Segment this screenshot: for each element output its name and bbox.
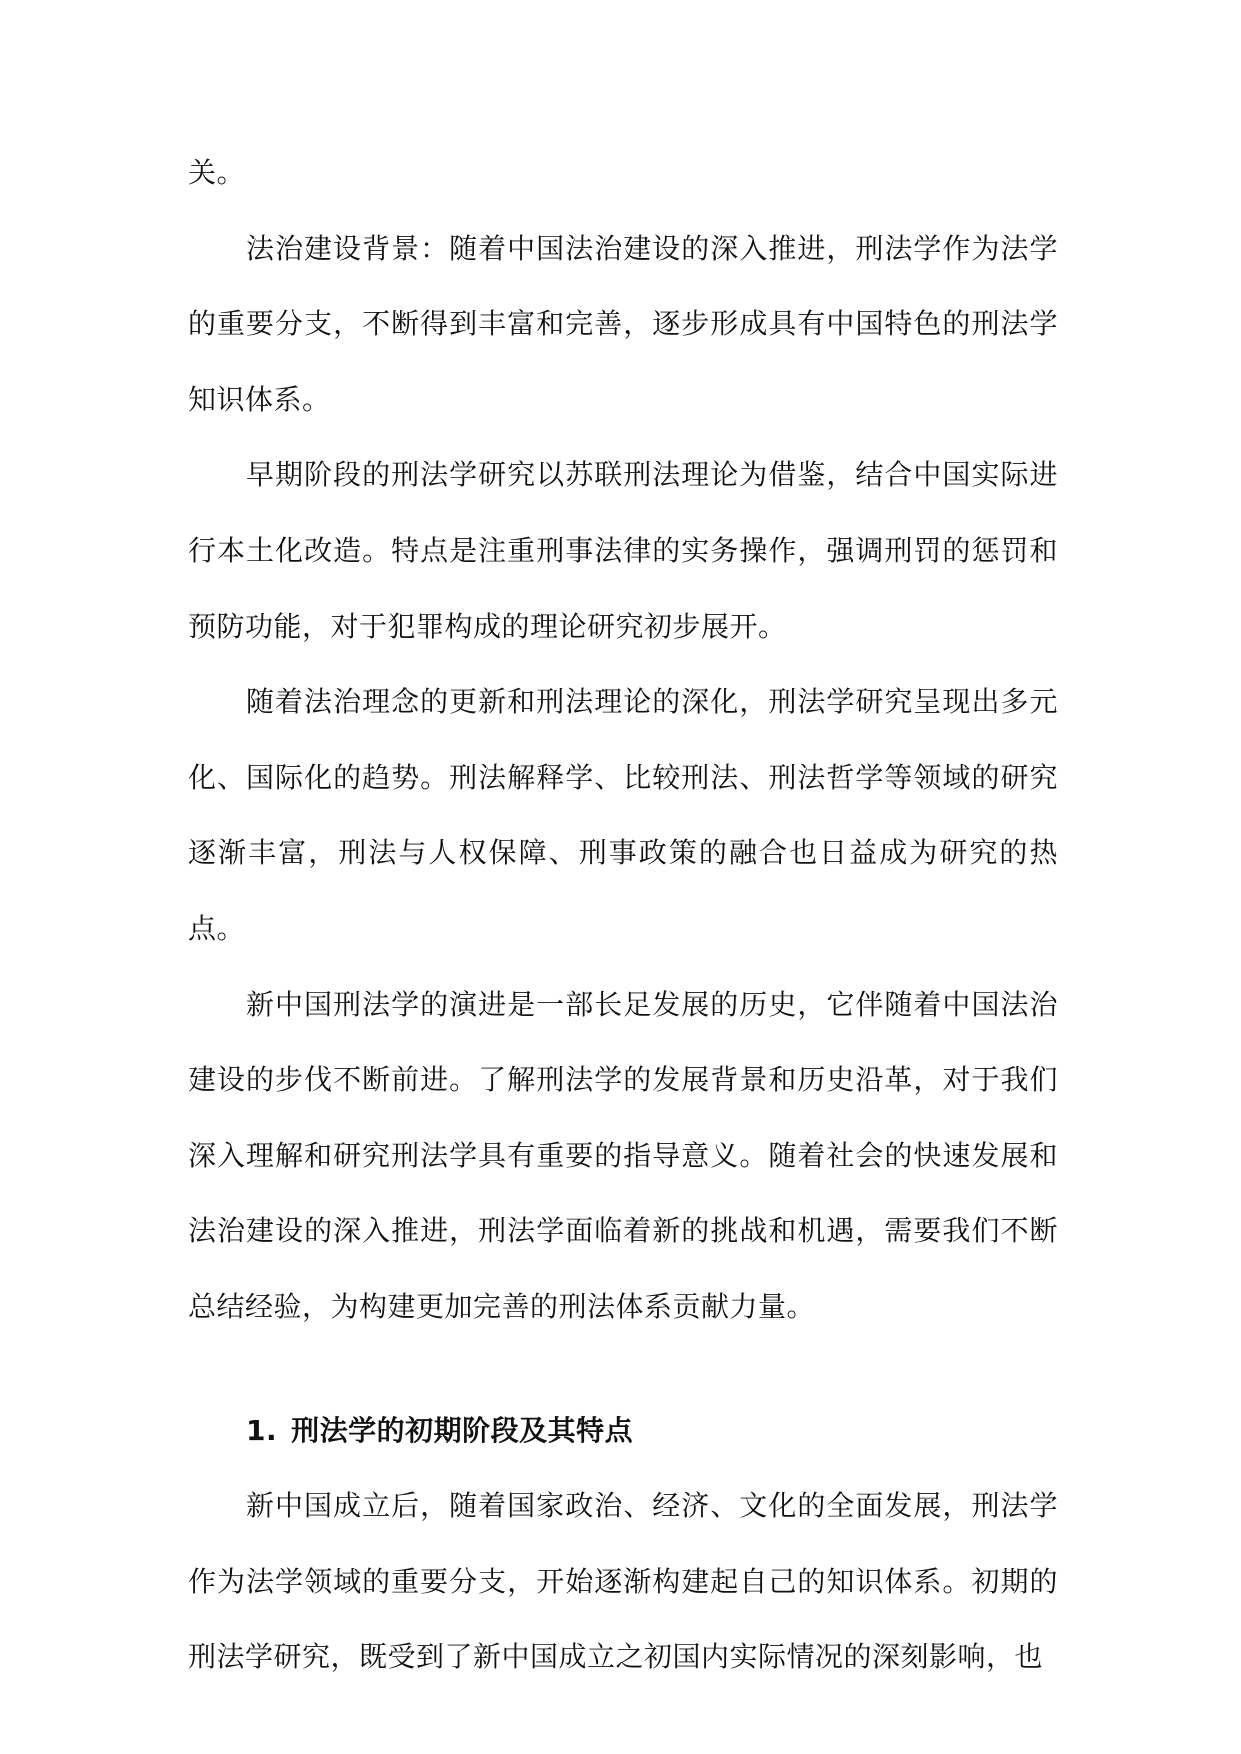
- paragraph-diversification: 随着法治理念的更新和刑法理论的深化，刑法学研究呈现出多元化、国际化的趋势。刑法解释学、比较刑法、刑法哲学等领域的研究逐渐丰富，刑法与人权保障、刑事政策的融合也日益成为研究的热点。: [188, 685, 1058, 945]
- paragraph-rule-of-law-background: 法治建设背景：随着中国法治建设的深入推进，刑法学作为法学的重要分支，不断得到丰富和完善，逐步形成具有中国特色的刑法学知识体系。: [188, 231, 1058, 416]
- document-body: [188, 135, 1058, 1695]
- paragraph-section-intro: 新中国成立后，随着国家政治、经济、文化的全面发展，刑法学作为法学领域的重要分支，开始逐渐构建起自己的知识体系。初期的刑法学研究，既受到了新中国成立之初国内实际情况的深刻影响，也: [188, 1489, 1058, 1674]
- paragraph-continuation: 关。: [188, 156, 246, 189]
- paragraph-evolution-summary: 新中国刑法学的演进是一部长足发展的历史，它伴随着中国法治建设的步伐不断前进。了解刑法学的发展背景和历史沿革，对于我们深入理解和研究刑法学具有重要的指导意义。随着社会的快速发展和法治建设的深入推进，刑法学面临着新的挑战和机遇，需要我们不断总结经验，为构建更加完善的刑法体系贡献力量。: [188, 987, 1058, 1323]
- paragraph-early-stage: 早期阶段的刑法学研究以苏联刑法理论为借鉴，结合中国实际进行本土化改造。特点是注重刑事法律的实务操作，强调刑罚的惩罚和预防功能，对于犯罪构成的理论研究初步展开。: [188, 458, 1058, 643]
- section-heading: [188, 1393, 1058, 1469]
- section-title: 刑法学的初期阶段及其特点: [291, 1413, 634, 1447]
- section-number: 1.: [246, 1413, 278, 1447]
